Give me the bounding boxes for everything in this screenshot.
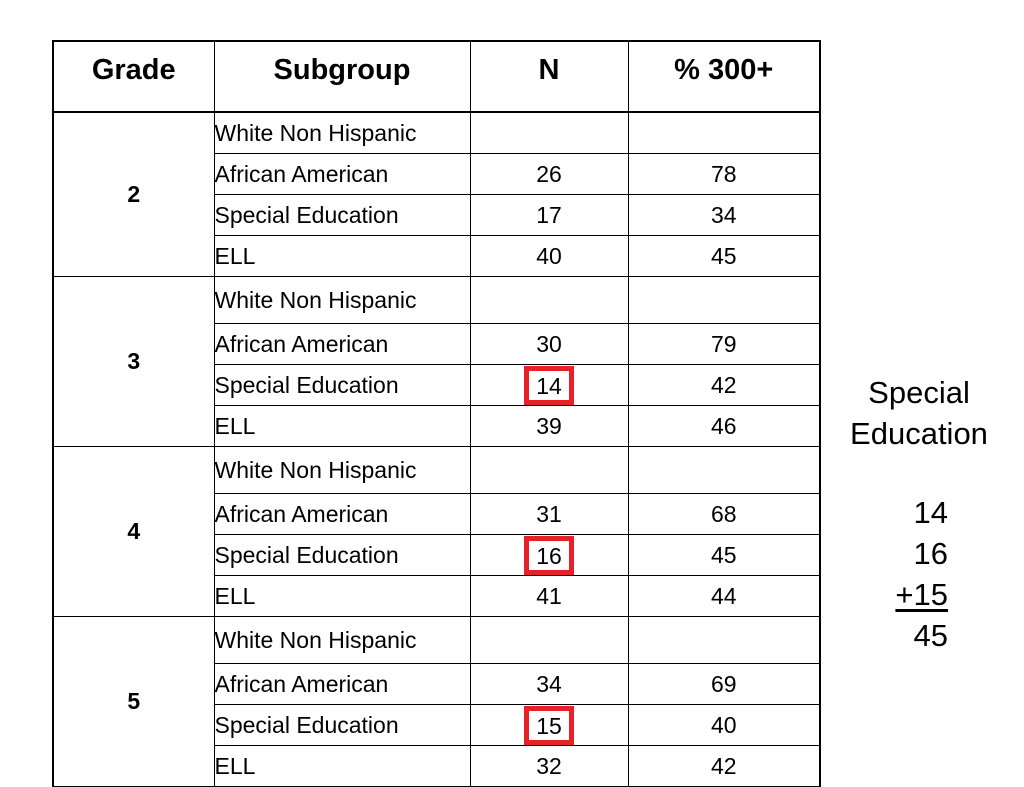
side-note-title-line1: Special	[868, 375, 970, 410]
pct-cell: 45	[628, 535, 820, 576]
subgroup-cell: ELL	[214, 406, 470, 447]
table-row	[53, 617, 820, 664]
sum-total: 45	[913, 618, 948, 653]
pct-cell: 69	[628, 664, 820, 705]
table-body	[53, 112, 820, 787]
grade-cell: 3	[53, 277, 214, 447]
pct-cell: 79	[628, 324, 820, 365]
n-cell	[470, 705, 628, 746]
pct-cell: 34	[628, 195, 820, 236]
pct-cell: 40	[628, 705, 820, 746]
n-cell: 26	[470, 154, 628, 195]
table-row	[53, 112, 820, 154]
grade-cell: 4	[53, 447, 214, 617]
pct-cell: 68	[628, 494, 820, 535]
pct-cell: 42	[628, 365, 820, 406]
pct-cell: 45	[628, 236, 820, 277]
side-note-title-line2: Education	[850, 416, 988, 451]
n-cell	[470, 112, 628, 154]
sum-value: 14	[913, 495, 948, 530]
sum-value-last: +15	[895, 577, 948, 612]
side-note-title	[838, 372, 1000, 454]
pct-cell	[628, 617, 820, 664]
sum-value: 16	[913, 536, 948, 571]
subgroup-cell: African American	[214, 494, 470, 535]
highlight-box: 16	[524, 536, 574, 575]
n-cell: 40	[470, 236, 628, 277]
pct-cell	[628, 447, 820, 494]
header-pct: % 300+	[628, 41, 820, 112]
n-cell: 41	[470, 576, 628, 617]
n-cell	[470, 535, 628, 576]
subgroup-cell: ELL	[214, 236, 470, 277]
subgroup-cell: Special Education	[214, 535, 470, 576]
subgroup-cell: White Non Hispanic	[214, 617, 470, 664]
side-sum	[878, 492, 948, 656]
subgroup-cell: White Non Hispanic	[214, 447, 470, 494]
subgroup-cell: African American	[214, 324, 470, 365]
subgroup-cell: Special Education	[214, 195, 470, 236]
n-cell: 30	[470, 324, 628, 365]
subgroup-cell: ELL	[214, 576, 470, 617]
n-cell: 34	[470, 664, 628, 705]
grade-cell: 2	[53, 112, 214, 277]
subgroup-cell: African American	[214, 154, 470, 195]
header-row	[53, 41, 820, 112]
n-cell: 39	[470, 406, 628, 447]
subgroup-cell: ELL	[214, 746, 470, 787]
n-cell	[470, 617, 628, 664]
header-n: N	[470, 41, 628, 112]
header-grade: Grade	[53, 41, 214, 112]
highlight-box: 15	[524, 706, 574, 745]
n-cell	[470, 365, 628, 406]
highlight-box: 14	[524, 366, 574, 405]
pct-cell: 78	[628, 154, 820, 195]
n-cell: 32	[470, 746, 628, 787]
table-row	[53, 447, 820, 494]
n-cell: 17	[470, 195, 628, 236]
pct-cell: 46	[628, 406, 820, 447]
pct-cell	[628, 112, 820, 154]
results-table	[52, 40, 821, 787]
pct-cell: 44	[628, 576, 820, 617]
subgroup-cell: Special Education	[214, 365, 470, 406]
table-row	[53, 277, 820, 324]
grade-cell: 5	[53, 617, 214, 787]
subgroup-cell: African American	[214, 664, 470, 705]
subgroup-cell: Special Education	[214, 705, 470, 746]
pct-cell	[628, 277, 820, 324]
subgroup-cell: White Non Hispanic	[214, 112, 470, 154]
header-subgroup: Subgroup	[214, 41, 470, 112]
n-cell	[470, 277, 628, 324]
n-cell	[470, 447, 628, 494]
subgroup-cell: White Non Hispanic	[214, 277, 470, 324]
side-note	[838, 372, 1000, 454]
pct-cell: 42	[628, 746, 820, 787]
n-cell: 31	[470, 494, 628, 535]
